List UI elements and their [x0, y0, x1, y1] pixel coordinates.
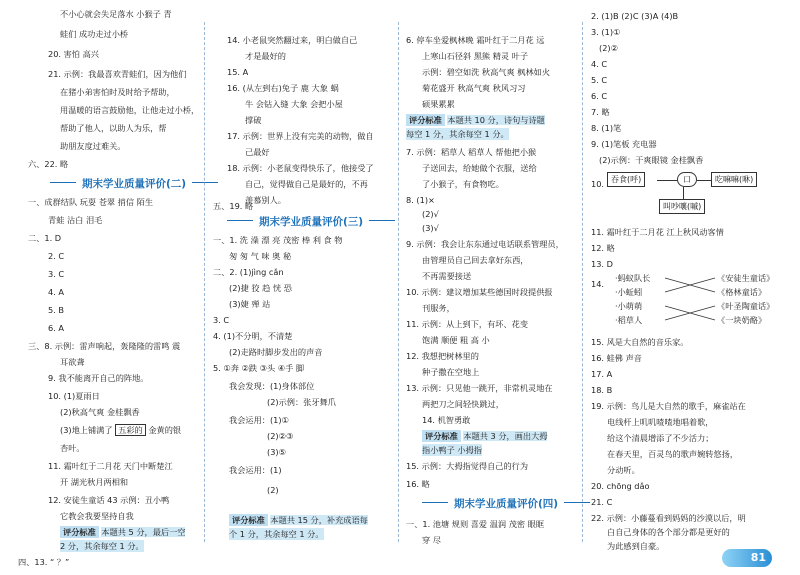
answer-line: 在春天里，百灵鸟的歌声婉转悠扬， [607, 449, 739, 459]
scoring-text: 每空 1 分，其余每空 1 分。 [406, 129, 509, 139]
answer-line: 16. 略 [406, 479, 430, 489]
answer-line: 一、1. 洗 澡 漂 亮 茂密 棒 利 食 物 [213, 235, 343, 245]
answer-line: 21. C [591, 497, 613, 507]
answer-line: 10. (1)夏雨日 [48, 391, 100, 401]
answer-line: 14. [591, 279, 605, 289]
answer-line [60, 424, 181, 436]
answer-line: (2)捷 狡 趋 恍 恐 [229, 283, 292, 293]
answer-line: 6. C [591, 91, 608, 101]
answer-line: (2)示例：干爽眼镜 金桂飘香 [599, 155, 704, 165]
matching-diagram [607, 270, 787, 332]
answer-line: 15. A [227, 67, 249, 77]
answer-line: (2)②③ [267, 431, 294, 441]
answer-line: 6. A [48, 323, 65, 333]
answer-line: 羡慕别人。 [245, 195, 286, 205]
answer-line: (2)示例：张牙舞爪 [267, 397, 336, 407]
match-right-item: 《安徒生童话》 [717, 273, 775, 283]
answer-line: 帮助了他人，以助人为乐，帮 [60, 123, 167, 133]
answer-text: (3)地上铺满了 [60, 425, 113, 435]
answer-line: 蛙们 成功走过小桥 [60, 29, 129, 39]
answer-line: 8. (1)× [406, 195, 435, 205]
answer-line: 一、1. 池塘 规则 喜爱 温润 茂密 眼眶 [406, 519, 545, 529]
answer-column-2 [205, 0, 395, 575]
match-right-item: 《叶圣陶童话》 [717, 301, 775, 311]
answer-line: 16. 蛙佛 声音 [591, 353, 642, 363]
answer-line: 种子撒在空地上 [422, 367, 480, 377]
answer-line: 3. (1)① [591, 27, 621, 37]
answer-line: 9. (1)笔板 充电器 [591, 139, 657, 149]
answer-line: 二、2. (1)jìng cǎn [213, 267, 284, 277]
answer-line: 5. ①奔 ②跌 ③头 ④手 脚 [213, 363, 305, 373]
scoring-text: 本题共 10 分，诗句与诗题 [447, 115, 545, 125]
answer-line: 为此感到自豪。 [607, 541, 665, 551]
diagram-box-left: 吞食(呼) [607, 172, 645, 187]
scoring-label: 评分标准 [60, 526, 99, 538]
answer-line: 菊花盛开 秋高气爽 秋风习习 [422, 83, 526, 93]
answer-line: 8. (1)笔 [591, 123, 622, 133]
answer-line: 20. chōng dǎo [591, 481, 650, 491]
answer-line: 12. 安徒生童话 43 示例：丑小鸭 [48, 495, 170, 505]
answer-line: 子送回去，给她做个衣服，送给 [422, 163, 537, 173]
answer-line: 电线杆上叽叽喳喳地唱着歌， [607, 417, 714, 427]
answer-line: 11. 霜叶红于二月花 天门中断楚江 [48, 461, 173, 471]
answer-line: 13. D [591, 259, 613, 269]
scoring-text: 本题共 15 分，补充成语每 [270, 515, 368, 525]
answer-line: 15. 风是大自然的音乐家。 [591, 337, 689, 347]
answer-line: 助朋友度过难关。 [60, 141, 126, 151]
answer-line: 11. 霜叶红于二月花 江上秋风动客情 [591, 227, 724, 237]
answer-line: 二、1. D [28, 233, 62, 243]
answer-line: 3. C [213, 315, 230, 325]
answer-line: 20. 害怕 高兴 [48, 49, 99, 59]
answer-line: 15. 示例：大拇指觉得自己的行为 [406, 461, 529, 471]
answer-line: 14. 小老鼠突然翻过来，明白做自己 [227, 35, 358, 45]
answer-line: 7. 示例：稻草人 稻草人 帮他把小猴 [406, 147, 537, 157]
diagram-box-right: 吃嘛嘛(咻) [711, 172, 757, 187]
answer-line: 给这个清晨增添了不少活力； [607, 433, 714, 443]
answer-line: 18. 示例：小老鼠变得快乐了，他接受了 [227, 163, 374, 173]
answer-line: 才是最好的 [245, 51, 286, 61]
diagram-line [697, 180, 711, 181]
answer-line: 开 湖光秋月两相和 [60, 477, 129, 487]
diagram-box-middle: 口 [677, 172, 697, 187]
word-diagram [607, 172, 787, 220]
section-title: 期末学业质量评价(二) [76, 176, 192, 191]
answer-line: 由管理员自己回去拿好东西， [422, 255, 529, 265]
boxed-word: 五彩的 [115, 424, 146, 436]
diagram-line [683, 187, 684, 199]
answer-line: 2. (1)B (2)C (3)A (4)B [591, 11, 679, 21]
diagram-box-bottom: 叫吵嚷(嘁) [659, 199, 705, 214]
scoring-text: 本题共 3 分，画出大拇 [463, 431, 548, 441]
answer-line: 不再需要接送 [422, 271, 472, 281]
answer-line: 上寒山石径斜 黑熊 精灵 叶子 [422, 51, 529, 61]
answer-line: 21. 示例：我最喜欢青蛙们，因为他们 [48, 69, 187, 79]
answer-line: 它教会我要坚持自我 [60, 511, 134, 521]
answer-line: 我会运用：(1) [229, 465, 282, 475]
answer-line: 9. 我不能离开自己的阵地。 [48, 373, 149, 383]
answer-line: 四、13. “ ？” [18, 557, 70, 567]
answer-line: 一、成群结队 玩耍 苍翠 捎信 陌生 [28, 197, 154, 207]
answer-line: 11. 示例：从上到下，有坏、花变 [406, 319, 529, 329]
answer-line: (2)走路时脚步发出的声音 [229, 347, 323, 357]
answer-line: 六、22. 略 [28, 159, 69, 169]
answer-line: 4. C [591, 59, 608, 69]
section-title: 期末学业质量评价(四) [448, 496, 564, 511]
answer-line: 分动听。 [607, 465, 640, 475]
answer-line: 17. 示例：世界上没有完美的动物，做自 [227, 131, 374, 141]
match-left-item: ·小蚯蚓 [615, 287, 643, 297]
answer-line: (2)√ [422, 209, 439, 219]
scoring-label: 评分标准 [422, 430, 461, 442]
answer-line: 3. C [48, 269, 65, 279]
answer-line: 三、8. 示例：雷声响起，轰隆隆的雷鸣 震 [28, 341, 181, 351]
scoring-text: 个 1 分，其余每空 1 分。 [229, 529, 324, 539]
answer-line: 杏叶。 [60, 443, 85, 453]
answer-line: (3)⑤ [267, 447, 286, 457]
answer-line: 穿 尽 [422, 535, 441, 545]
scoring-note [60, 526, 185, 538]
answer-line: 12. 略 [591, 243, 615, 253]
answer-line: 4. A [48, 287, 65, 297]
answer-line: 19. 示例：鸟儿是大自然的歌手，麻雀站在 [591, 401, 746, 411]
scoring-label: 评分标准 [229, 514, 268, 526]
answer-column-3 [400, 0, 580, 575]
scoring-note [422, 430, 547, 442]
answer-line: 5. C [591, 75, 608, 85]
answer-line: (2) [267, 485, 279, 495]
answer-line: 12. 我想把树林里的 [406, 351, 479, 361]
match-left-item: ·蚂蚁队长 [615, 273, 651, 283]
answer-line: 饱满 顺便 粗 高 小 [422, 335, 490, 345]
answer-line: 14. 机智勇敢 [422, 415, 471, 425]
answer-line: 16. (从左到右)兔子 鹿 大象 蜗 [227, 83, 339, 93]
answer-line: 刊服务， [422, 303, 455, 313]
answer-line: (3)婕 殚 站 [229, 299, 271, 309]
scoring-text: 本题共 5 分，最后一空 [101, 527, 186, 537]
column-divider [398, 22, 399, 542]
scoring-note [229, 514, 368, 526]
answer-line: 硕果累累 [422, 99, 455, 109]
match-right-item: 《格林童话》 [717, 287, 767, 297]
diagram-line [657, 180, 677, 181]
answer-line: 9. 示例：我会让东东通过电话联系管理员， [406, 239, 564, 249]
page-number: 81 [722, 549, 772, 567]
answer-line: 我会运用：(1)① [229, 415, 289, 425]
answer-line: 5. B [48, 305, 65, 315]
match-right-item: 《一块奶酪》 [717, 315, 767, 325]
answer-column-4 [585, 0, 800, 575]
match-left-item: ·稻草人 [615, 315, 643, 325]
scoring-text: 指小鸭子 小拇指 [422, 445, 482, 455]
answer-line: 2. C [48, 251, 65, 261]
answer-line: 18. B [591, 385, 613, 395]
answer-line: 牛 会钻入缝 大象 会把小屋 [245, 99, 343, 109]
answer-line: 示例：碧空如洗 秋高气爽 枫林如火 [422, 67, 551, 77]
section-title: 期末学业质量评价(三) [253, 214, 369, 229]
answer-line: 17. A [591, 369, 613, 379]
scoring-label: 评分标准 [406, 114, 445, 126]
scoring-text: 2 分，其余每空 1 分。 [60, 541, 144, 551]
answer-line: 6. 停车坐爱枫林晚 霜叶红于二月花 远 [406, 35, 545, 45]
answer-line: (2)② [599, 43, 618, 53]
answer-line: (2)秋高气爽 金桂飘香 [60, 407, 140, 417]
answer-line: 己最好 [245, 147, 270, 157]
answer-line: 10. [591, 179, 605, 189]
answer-line: 在猪小弟害怕时及时给予帮助， [60, 87, 175, 97]
match-left-item: ·小萌萌 [615, 301, 643, 311]
answer-line: 了小猴子，有食物吃。 [422, 179, 504, 189]
answer-column-1 [0, 0, 200, 575]
answer-line: 我会发现：(1)身体部位 [229, 381, 315, 391]
answer-line: 10. 示例：建议增加某些德国时段提供报 [406, 287, 553, 297]
answer-line: 13. 示例：只见他一跳开，非常机灵地在 [406, 383, 553, 393]
answer-line: 22. 示例：小藤蔓看到妈妈的沙漠以后，明 [591, 513, 746, 523]
answer-line: 耳欲聋 [60, 357, 85, 367]
answer-line: 青蛙 沾白 泪毛 [48, 215, 103, 225]
answer-line: 4. (1)不分明，不清楚 [213, 331, 293, 341]
answer-line: 不小心就会失足落水 小猴子 青 [60, 9, 172, 19]
answer-line: 7. 略 [591, 107, 610, 117]
answer-text: 金黄的银 [148, 425, 182, 435]
answer-line: 白自己身体的各个部分都是更好的 [607, 527, 730, 537]
scoring-note [406, 114, 545, 126]
answer-line: (3)√ [422, 223, 439, 233]
answer-line: 撑破 [245, 115, 262, 125]
answer-line: 匆 匆 气 味 奥 秘 [229, 251, 292, 261]
answer-line: 用温暖的语言鼓励他，让他走过小桥， [60, 105, 200, 115]
column-divider [582, 22, 583, 542]
answer-line: 五、19. 略 [213, 201, 254, 211]
answer-line: 自己，觉得做自己是最好的，不再 [245, 179, 368, 189]
answer-line: 两把刀之间轻快跳过， [422, 399, 504, 409]
